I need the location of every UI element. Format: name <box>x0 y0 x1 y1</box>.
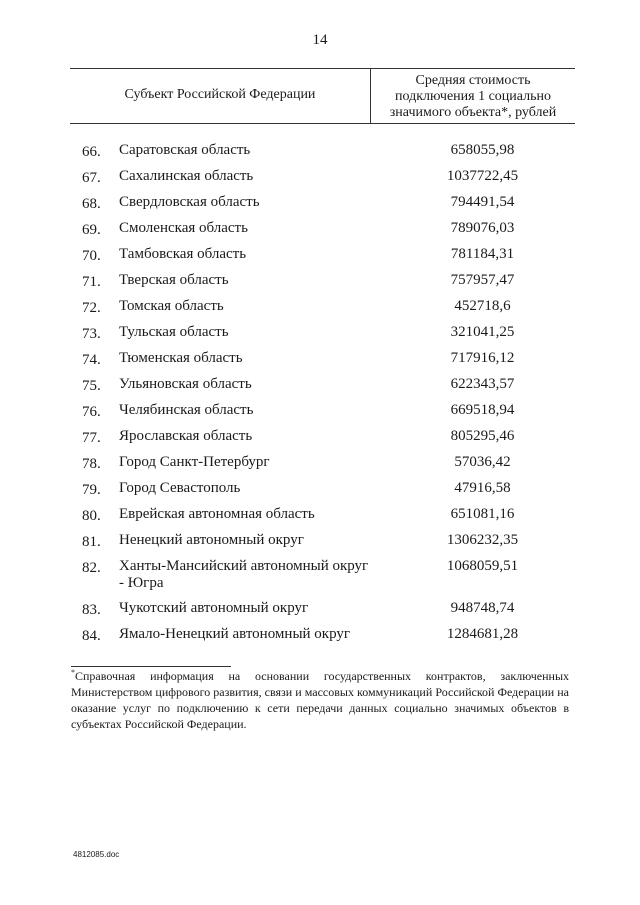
row-subject-name: Еврейская автономная область <box>119 506 315 522</box>
row-number: 75. <box>82 378 101 394</box>
row-subject-name: Ханты-Мансийский автономный округ - Югра <box>119 558 369 591</box>
row-number: 72. <box>82 300 101 316</box>
table-row <box>0 346 640 372</box>
row-subject-name: Ульяновская область <box>119 376 252 392</box>
page-number: 14 <box>312 32 328 48</box>
row-cost-value: 717916,12 <box>450 350 515 366</box>
row-number: 70. <box>82 248 101 264</box>
row-subject-name: Саратовская область <box>119 142 251 158</box>
table-row <box>0 320 640 346</box>
row-cost-value: 57036,42 <box>454 454 511 470</box>
table-row <box>0 398 640 424</box>
table-row <box>0 424 640 450</box>
row-number: 81. <box>82 534 101 550</box>
row-number: 68. <box>82 196 101 212</box>
table-row <box>0 190 640 216</box>
row-number: 80. <box>82 508 101 524</box>
row-subject-name: Тамбовская область <box>119 246 247 262</box>
table-row <box>0 622 640 648</box>
row-number: 84. <box>82 628 101 644</box>
header-cost-line-1: Средняя стоимость <box>415 73 531 88</box>
row-cost-value: 1068059,51 <box>446 558 519 574</box>
table-row <box>0 502 640 528</box>
row-cost-value: 669518,94 <box>450 402 515 418</box>
table-row <box>0 242 640 268</box>
row-number: 76. <box>82 404 101 420</box>
table-row <box>0 554 640 596</box>
row-subject-name: Тульская область <box>119 324 229 340</box>
table-row <box>0 476 640 502</box>
table-row <box>0 164 640 190</box>
row-cost-value: 1306232,35 <box>446 532 519 548</box>
header-cost-line-2: подключения 1 социально <box>394 89 551 104</box>
row-cost-value: 1037722,45 <box>446 168 519 184</box>
row-subject-name: Смоленская область <box>119 220 248 236</box>
table-row <box>0 372 640 398</box>
table-row <box>0 216 640 242</box>
row-number: 79. <box>82 482 101 498</box>
table-row <box>0 528 640 554</box>
row-cost-value: 321041,25 <box>450 324 515 340</box>
row-cost-value: 452718,6 <box>454 298 511 314</box>
row-subject-name: Город Севастополь <box>119 480 241 496</box>
row-cost-value: 948748,74 <box>450 600 515 616</box>
row-subject-name: Город Санкт-Петербург <box>119 454 270 470</box>
row-number: 77. <box>82 430 101 446</box>
footnote-marker: * <box>71 668 75 677</box>
footnote-rule <box>71 666 231 667</box>
row-number: 66. <box>82 144 101 160</box>
row-cost-value: 658055,98 <box>450 142 515 158</box>
row-number: 71. <box>82 274 101 290</box>
row-subject-name: Томская область <box>119 298 224 314</box>
table-row <box>0 138 640 164</box>
row-number: 78. <box>82 456 101 472</box>
row-subject-name: Ямало-Ненецкий автономный округ <box>119 626 351 642</box>
header-cost <box>371 73 575 121</box>
table-body <box>0 138 640 648</box>
row-cost-value: 805295,46 <box>450 428 515 444</box>
row-number: 67. <box>82 170 101 186</box>
row-cost-value: 781184,31 <box>450 246 515 262</box>
row-number: 69. <box>82 222 101 238</box>
row-subject-name: Сахалинская область <box>119 168 254 184</box>
table-row <box>0 596 640 622</box>
row-cost-value: 47916,58 <box>454 480 511 496</box>
row-cost-value: 757957,47 <box>450 272 515 288</box>
row-number: 83. <box>82 602 101 618</box>
footnote <box>71 668 569 732</box>
table-row <box>0 268 640 294</box>
row-cost-value: 651081,16 <box>450 506 515 522</box>
table-row <box>0 450 640 476</box>
row-number: 74. <box>82 352 101 368</box>
row-cost-value: 789076,03 <box>450 220 515 236</box>
row-cost-value: 1284681,28 <box>446 626 519 642</box>
row-subject-name: Ненецкий автономный округ <box>119 532 304 548</box>
header-cost-line-3: значимого объекта*, рублей <box>389 105 557 120</box>
header-subject: Субъект Российской Федерации <box>124 87 316 102</box>
row-number: 82. <box>82 560 101 576</box>
row-subject-name: Челябинская область <box>119 402 254 418</box>
row-cost-value: 622343,57 <box>450 376 515 392</box>
row-subject-name: Ярославская область <box>119 428 253 444</box>
row-subject-name: Чукотский автономный округ <box>119 600 309 616</box>
row-cost-value: 794491,54 <box>450 194 515 210</box>
row-number: 73. <box>82 326 101 342</box>
footnote-text: Справочная информация на основании государственных контрактов, заключенных Министерством цифрового развития, связи и массовых коммуникаций Российской Федерации на оказание услуг по подключению к сети передачи данных социально значимых объектов в субъектах Российской Федерации. <box>71 669 569 731</box>
table-header <box>70 68 575 124</box>
row-subject-name: Свердловская область <box>119 194 260 210</box>
row-subject-name: Тюменская область <box>119 350 243 366</box>
table-row <box>0 294 640 320</box>
file-name: 4812085.doc <box>73 850 120 859</box>
row-subject-name: Тверская область <box>119 272 229 288</box>
